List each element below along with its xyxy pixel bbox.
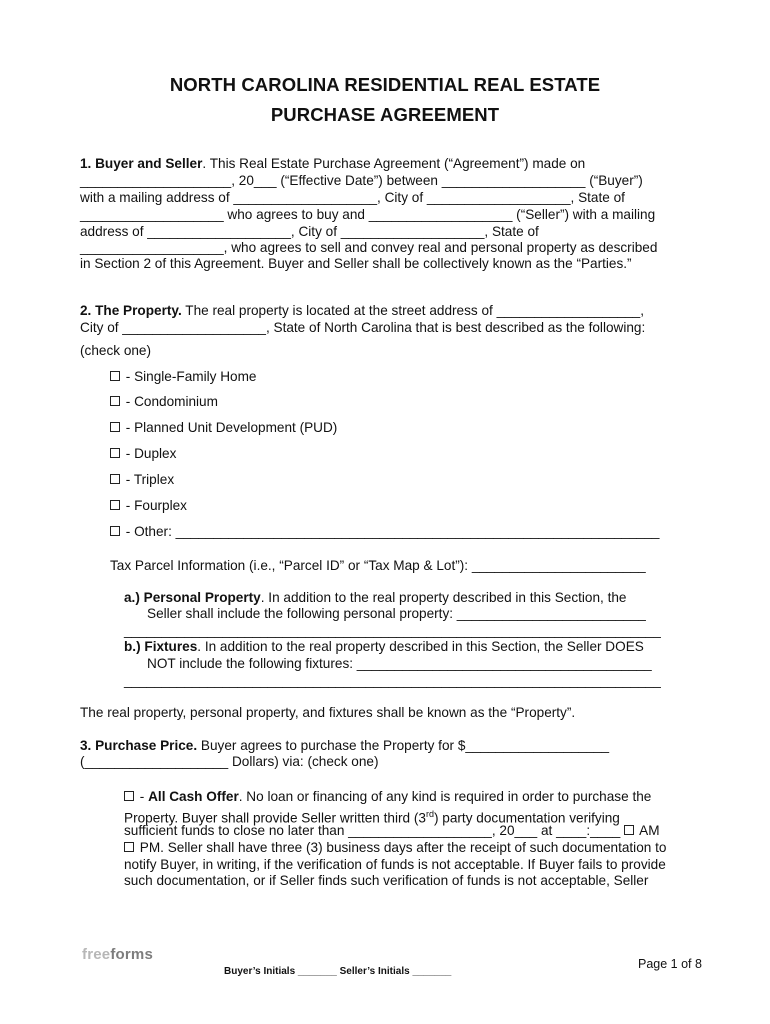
option-pud[interactable]	[110, 420, 337, 436]
section1-line3: with a mailing address of ___________________, City of ___________________, State of	[80, 190, 625, 205]
section1-line7: in Section 2 of this Agreement. Buyer and Seller shall be collectively known as the “Parties.”	[80, 256, 632, 271]
option-label: - Planned Unit Development (PUD)	[122, 420, 338, 435]
logo-free: free	[82, 946, 111, 963]
section1-heading: 1. Buyer and Seller	[80, 156, 203, 171]
logo-forms: forms	[110, 946, 154, 963]
checkbox-icon[interactable]	[110, 526, 120, 536]
cash-offer-line1[interactable]	[124, 789, 651, 805]
option-label: - Triplex	[122, 472, 175, 487]
checkbox-icon[interactable]	[110, 371, 120, 381]
section2-line1	[80, 303, 644, 319]
checkbox-icon[interactable]	[624, 825, 634, 835]
document-title-line1: NORTH CAROLINA RESIDENTIAL REAL ESTATE	[169, 74, 601, 95]
section1-line6: ___________________, who agrees to sell and convey real and personal property as described	[80, 240, 658, 255]
checkbox-icon[interactable]	[124, 791, 134, 801]
am-label: AM	[636, 823, 660, 838]
section3-line2: (___________________ Dollars) via: (check one)	[80, 754, 379, 769]
freeforms-logo	[82, 946, 153, 963]
cash-offer-line3	[124, 823, 660, 839]
option-fourplex[interactable]	[110, 498, 187, 514]
superscript-rd: rd	[425, 809, 434, 819]
checkbox-icon[interactable]	[110, 474, 120, 484]
section1-line1	[80, 156, 585, 172]
option-other[interactable]	[110, 524, 659, 540]
section2-heading: 2. The Property.	[80, 303, 182, 318]
document-title-line2: PURCHASE AGREEMENT	[270, 104, 500, 125]
cash-offer-dash: -	[136, 789, 149, 804]
section3-text: Buyer agrees to purchase the Property for $___________________	[197, 738, 610, 753]
option-label: - Condominium	[122, 394, 218, 409]
personal-property-label: a.) Personal Property	[124, 590, 261, 605]
check-one-label: (check one)	[80, 343, 152, 358]
fixtures-line3: _______________________________________________________________________	[124, 673, 661, 688]
initials-line: Buyer’s Initials _______ Seller’s Initials _______	[224, 966, 452, 977]
cash-offer-line5: notify Buyer, in writing, if the verification of funds is not acceptable. If Buyer fails to provide	[124, 857, 666, 872]
section3-heading: 3. Purchase Price.	[80, 738, 198, 753]
section1-text: . This Real Estate Purchase Agreement (“Agreement”) made on	[202, 156, 586, 171]
checkbox-icon[interactable]	[124, 842, 134, 852]
page-number: Page 1 of 8	[638, 957, 702, 971]
cash-offer-text: . No loan or financing of any kind is required in order to purchase the	[238, 789, 652, 804]
fixtures-line2: NOT include the following fixtures: _______________________________________	[147, 656, 652, 671]
fixtures-text: . In addition to the real property described in this Section, the Seller DOES	[197, 639, 644, 654]
cash-offer-line4	[124, 840, 666, 856]
cash-offer-text-b: ) party documentation verifying	[433, 810, 620, 826]
option-single-family[interactable]	[110, 369, 256, 385]
option-label: - Single-Family Home	[122, 369, 257, 384]
checkbox-icon[interactable]	[110, 396, 120, 406]
personal-property-text: . In addition to the real property described in this Section, the	[260, 590, 627, 605]
section1-line5: address of ___________________, City of ___________________, State of	[80, 224, 539, 239]
option-label: - Other: ________________________________________________________________	[122, 524, 660, 539]
personal-property-line2: Seller shall include the following personal property: _________________________	[147, 606, 646, 621]
section3-line1	[80, 738, 609, 754]
option-triplex[interactable]	[110, 472, 174, 488]
tax-parcel-info: Tax Parcel Information (i.e., “Parcel ID” or “Tax Map & Lot”): _______________________	[110, 558, 646, 573]
personal-property-line1	[124, 590, 627, 606]
checkbox-icon[interactable]	[110, 422, 120, 432]
cash-offer-line6: such documentation, or if Seller finds such verification of funds is not acceptable, Seller	[124, 873, 649, 888]
section2-line2: City of ___________________, State of North Carolina that is best described as the following:	[80, 320, 646, 335]
cash-offer-deadline: sufficient funds to close no later than ___________________, 20___ at ____:____	[124, 823, 625, 838]
option-condominium[interactable]	[110, 394, 218, 410]
property-known-as: The real property, personal property, and fixtures shall be known as the “Property”.	[80, 705, 576, 720]
checkbox-icon[interactable]	[110, 448, 120, 458]
option-duplex[interactable]	[110, 446, 176, 462]
option-label: - Fourplex	[122, 498, 187, 513]
option-label: - Duplex	[122, 446, 177, 461]
pm-text: PM. Seller shall have three (3) business days after the receipt of such documentation to	[136, 840, 667, 855]
checkbox-icon[interactable]	[110, 500, 120, 510]
cash-offer-text-a: Property. Buyer shall provide Seller written third (3	[124, 810, 426, 826]
personal-property-line3: _______________________________________________________________________	[124, 623, 661, 638]
fixtures-line1	[124, 639, 644, 655]
section1-line2: ____________________, 20___ (“Effective Date”) between ___________________ (“Buyer”)	[80, 173, 643, 188]
fixtures-label: b.) Fixtures	[124, 639, 198, 654]
section2-text: The real property is located at the street address of ___________________,	[181, 303, 644, 318]
section1-line4: ___________________ who agrees to buy and ___________________ (“Seller”) with a mailing	[80, 207, 656, 222]
cash-offer-label: All Cash Offer	[148, 789, 239, 804]
